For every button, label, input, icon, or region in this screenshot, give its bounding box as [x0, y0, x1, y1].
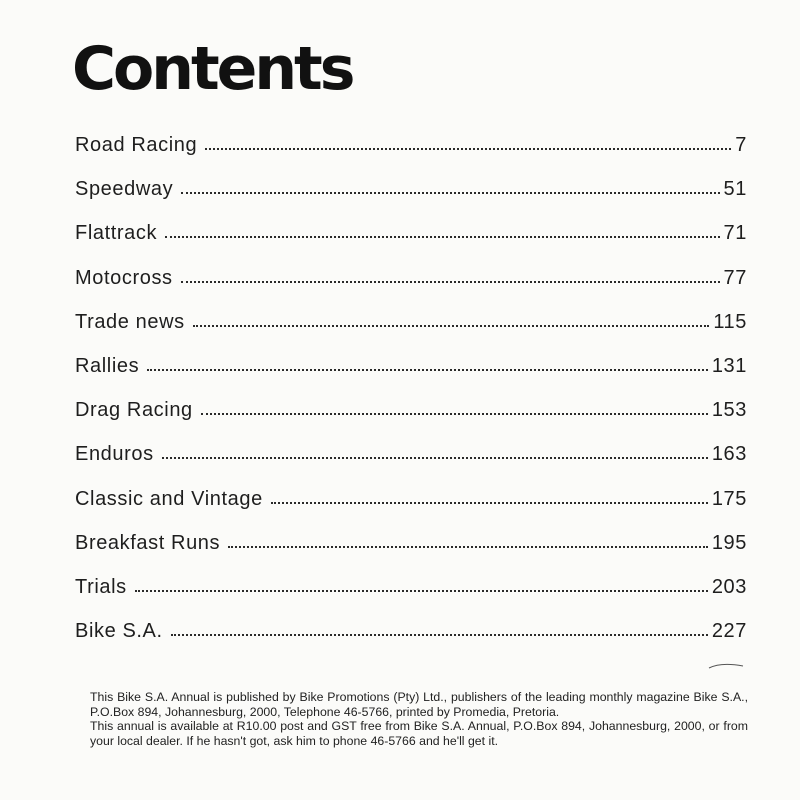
toc-entry-title: Classic and Vintage [75, 487, 263, 510]
toc-entry-title: Bike S.A. [75, 620, 163, 643]
toc-entry-title: Motocross [75, 266, 173, 289]
publisher-note: This Bike S.A. Annual is published by Bike Promotions (Pty) Ltd., publishers of the leading monthly magazine Bike S.A., P.O.Box 894, Johannesburg, 2000, Telephone 46-5766, printed by Promedia, Pretoria. [90, 690, 748, 719]
dot-leader [205, 144, 731, 150]
toc-entry-title: Trials [75, 575, 127, 598]
toc-entry-page: 71 [723, 222, 747, 245]
dot-leader [135, 586, 708, 592]
dot-leader [181, 188, 719, 194]
toc-entry [75, 488, 747, 532]
toc-entry-page: 175 [711, 487, 747, 510]
toc-entry [75, 311, 747, 355]
toc-entry [75, 576, 747, 620]
dot-leader [171, 630, 708, 636]
toc-entry [75, 178, 747, 222]
toc-entry [75, 443, 747, 487]
dot-leader [193, 321, 710, 327]
toc-entry-title: Enduros [75, 443, 154, 466]
dot-leader [162, 453, 708, 459]
toc-entry [75, 267, 747, 311]
toc-entry-title: Speedway [75, 178, 174, 201]
table-of-contents [75, 134, 747, 664]
toc-entry [75, 532, 747, 576]
page-title: Contents [72, 34, 353, 104]
toc-entry-page: 77 [723, 266, 747, 289]
dot-leader [147, 365, 708, 371]
availability-note: This annual is available at R10.00 post and GST free from Bike S.A. Annual, P.O.Box 894, Johannesburg, 2000, or from your local dealer. If he hasn't got, ask him to phone 46-5766 and he'll get it. [90, 719, 748, 748]
toc-entry [75, 399, 747, 443]
toc-entry-title: Trade news [75, 310, 185, 333]
dot-leader [181, 277, 720, 283]
toc-entry-page: 227 [711, 620, 747, 643]
toc-entry-page: 153 [711, 399, 747, 422]
toc-entry-page: 115 [713, 310, 747, 333]
dot-leader [165, 232, 719, 238]
dot-leader [228, 542, 708, 548]
toc-entry-page: 7 [735, 134, 747, 156]
toc-entry-page: 131 [711, 354, 747, 377]
toc-entry [75, 620, 747, 664]
toc-entry-title: Rallies [75, 354, 140, 377]
toc-entry-page: 203 [711, 575, 747, 598]
toc-entry [75, 222, 747, 266]
dot-leader [201, 409, 708, 415]
toc-entry-title: Flattrack [75, 222, 158, 245]
toc-entry-page: 195 [711, 531, 747, 554]
pen-mark [707, 660, 747, 672]
toc-entry-page: 163 [711, 443, 747, 466]
dot-leader [271, 498, 708, 504]
toc-entry-title: Road Racing [75, 134, 198, 156]
toc-entry-page: 51 [723, 178, 747, 201]
toc-entry [75, 134, 747, 178]
colophon [90, 690, 748, 748]
toc-entry-title: Breakfast Runs [75, 531, 221, 554]
toc-entry [75, 355, 747, 399]
toc-entry-title: Drag Racing [75, 399, 193, 422]
